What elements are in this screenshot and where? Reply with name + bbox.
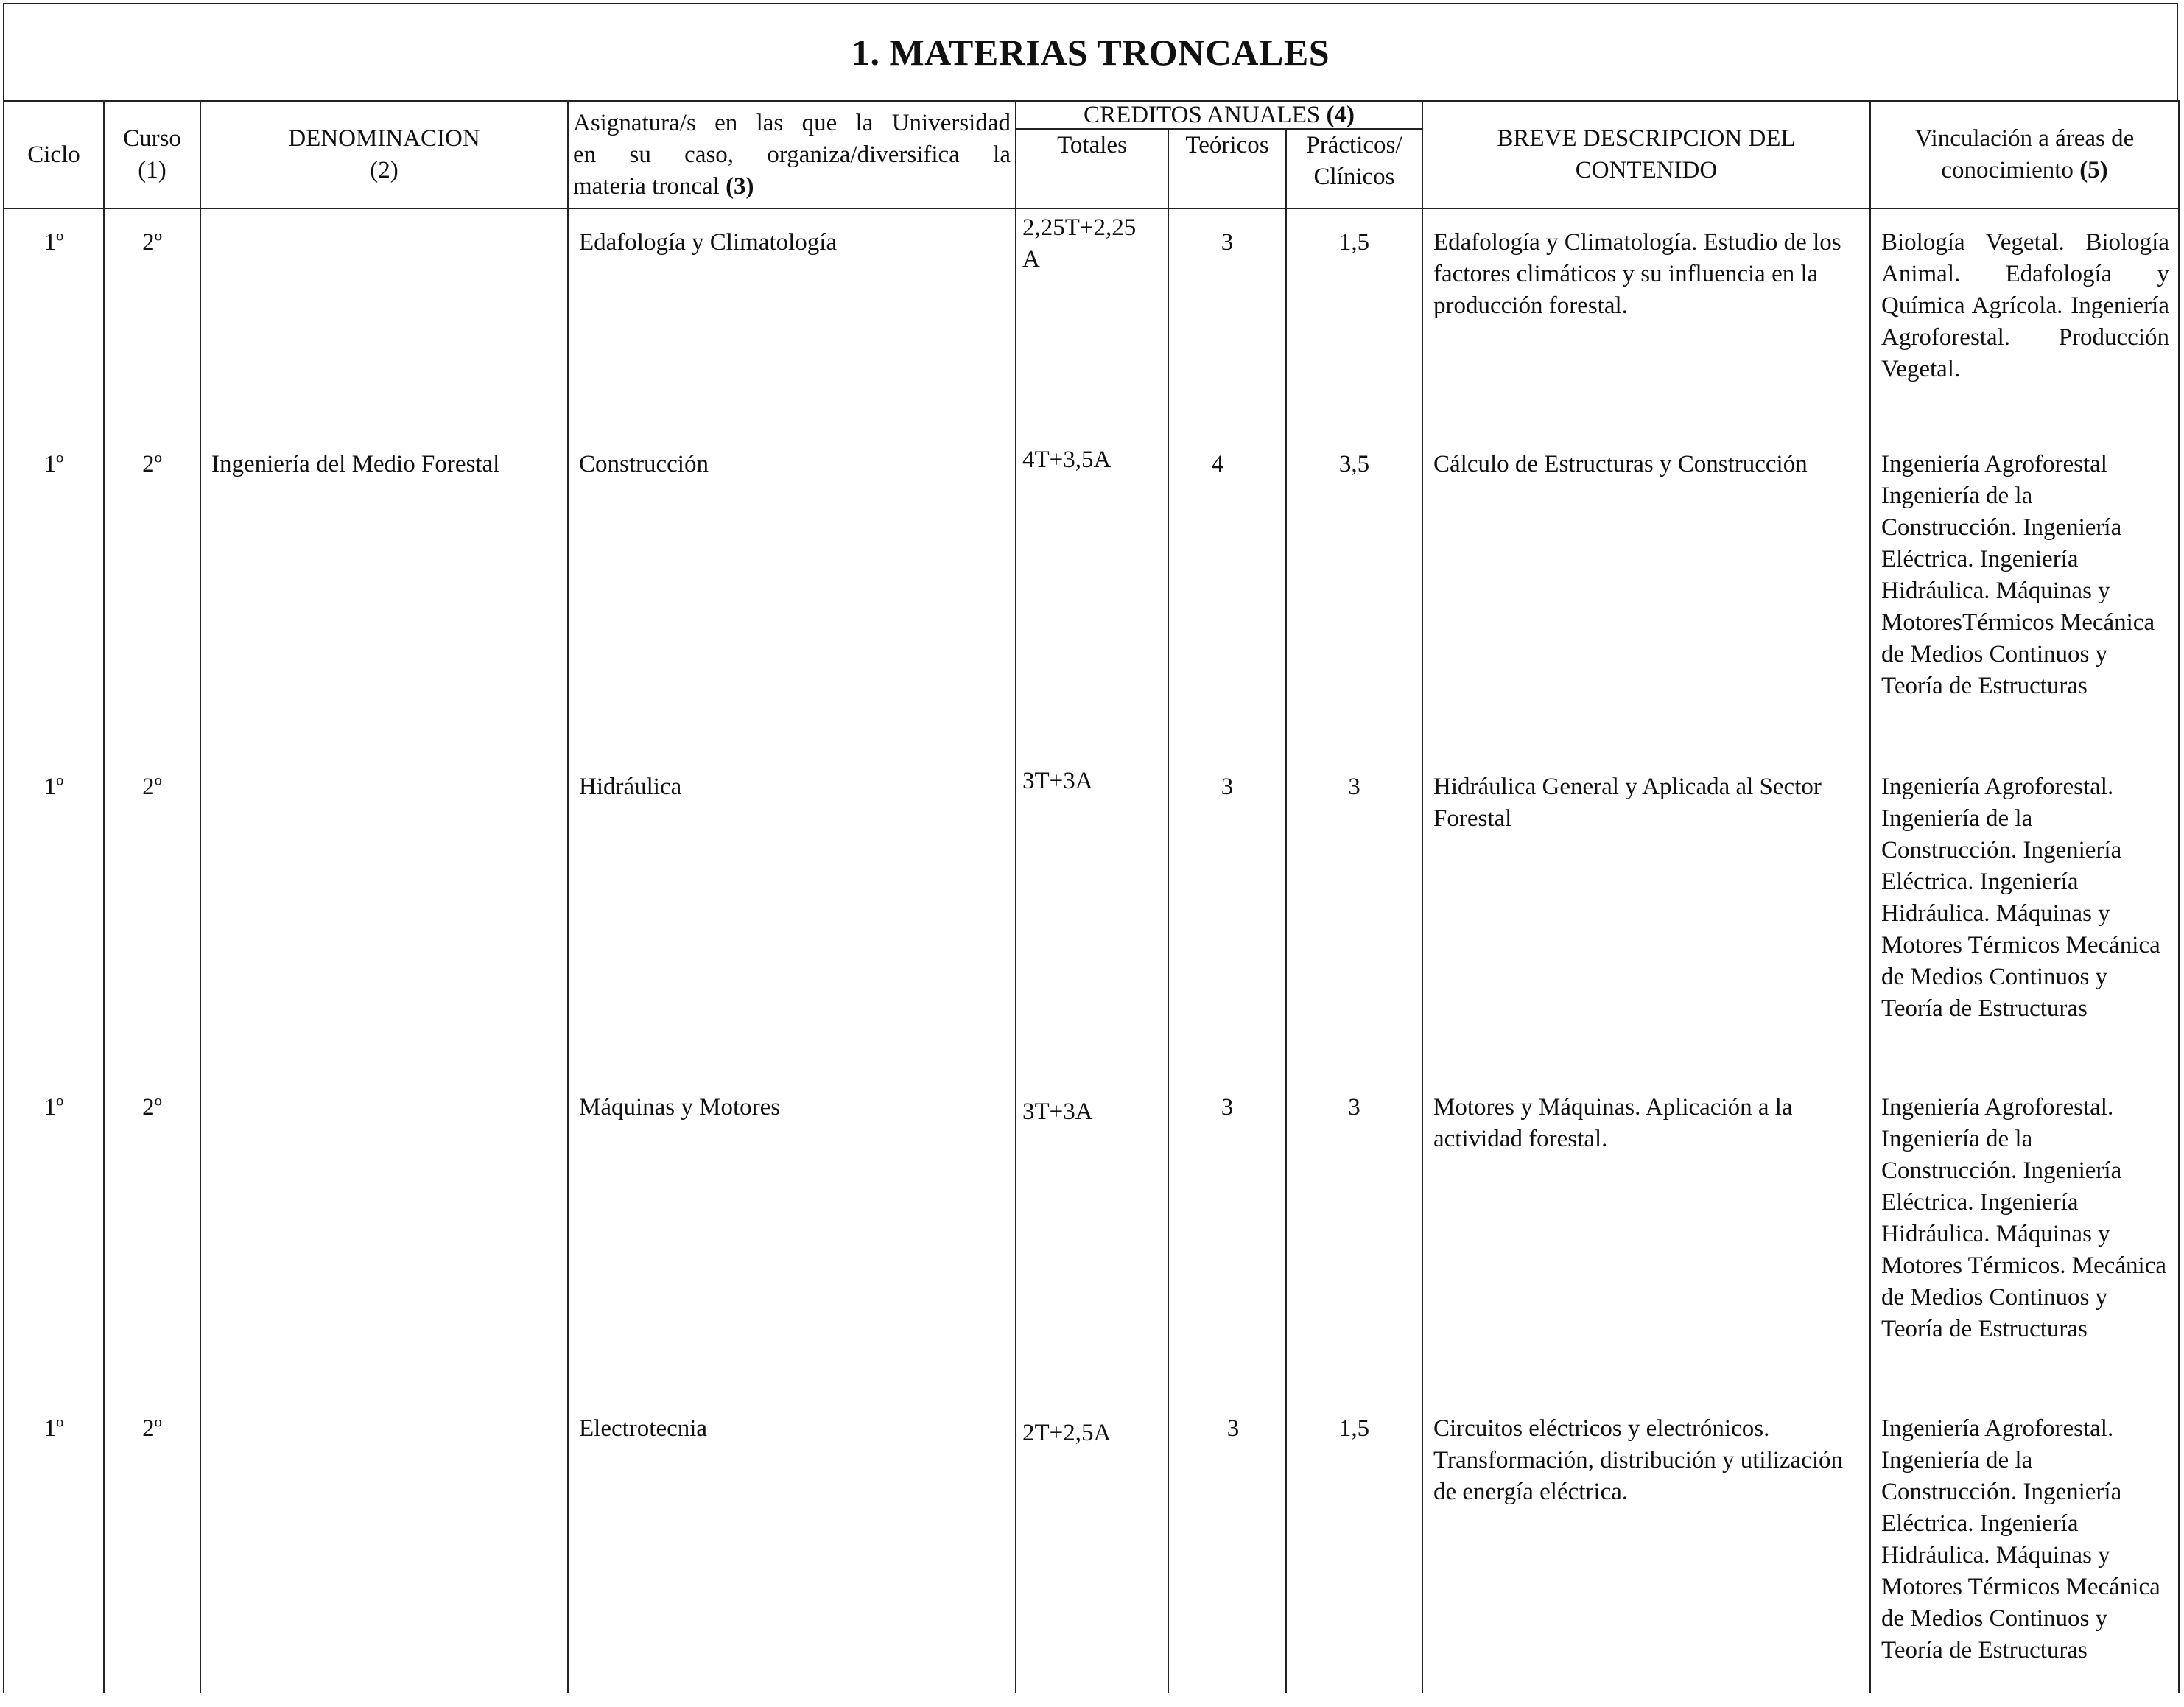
page-title: 1. MATERIAS TRONCALES [851, 32, 1330, 73]
cell-practicos: 1,5 [1286, 208, 1422, 431]
cell-denominacion: Ingeniería del Medio Forestal [200, 431, 568, 754]
header-creditos-label: CREDITOS ANUALES [1084, 102, 1321, 128]
cell-totales: 3T+3A [1016, 1074, 1168, 1395]
header-teoricos [1168, 129, 1286, 208]
cell-curso: 2º [104, 208, 200, 431]
cell-teoricos: 4 [1168, 431, 1286, 754]
header-vinculacion [1870, 101, 2179, 208]
header-vinculacion-note: (5) [2079, 157, 2108, 183]
table-row [4, 208, 2179, 431]
table-row [4, 1395, 2179, 1693]
header-asignatura [568, 101, 1016, 208]
header-curso-note: (1) [138, 157, 166, 183]
header-curso-label: Curso [123, 125, 181, 152]
cell-ciclo: 1º [4, 754, 104, 1074]
cell-practicos: 3 [1286, 1074, 1422, 1395]
header-asignatura-line3-wrap [573, 171, 1011, 203]
cell-practicos: 3,5 [1286, 431, 1422, 754]
header-denominacion [200, 101, 568, 208]
cell-denominacion [200, 208, 568, 431]
cell-totales: 3T+3A [1016, 754, 1168, 1074]
cell-asignatura: Construcción [568, 431, 1016, 754]
header-denominacion-note: (2) [370, 157, 398, 183]
header-descripcion-label: BREVE DESCRIPCION DEL CONTENIDO [1497, 125, 1796, 183]
cell-descripcion: Cálculo de Estructuras y Construcción [1422, 431, 1870, 754]
header-practicos [1286, 129, 1422, 208]
cell-curso: 2º [104, 1395, 200, 1693]
cell-vinculacion: Ingeniería Agroforestal. Ingeniería de la Construcción. Ingeniería Eléctrica. Ingeniería Hidráulica. Máquinas y Motores Térmicos Mecánica de Medios Continuos y Teoría de Estructuras [1870, 1395, 2179, 1693]
cell-descripcion: Circuitos eléctricos y electrónicos. Transformación, distribución y utilización de energía eléctrica. [1422, 1395, 1870, 1693]
cell-vinculacion: Biología Vegetal. Biología Animal. Edafología y Química Agrícola. Ingeniería Agroforestal. Producción Vegetal. [1870, 208, 2179, 431]
table-row [4, 754, 2179, 1074]
cell-practicos: 1,5 [1286, 1395, 1422, 1693]
cell-ciclo: 1º [4, 208, 104, 431]
cell-totales: 4T+3,5A [1016, 431, 1168, 754]
cell-asignatura: Edafología y Climatología [568, 208, 1016, 431]
cell-curso: 2º [104, 431, 200, 754]
cell-descripcion: Hidráulica General y Aplicada al Sector Forestal [1422, 754, 1870, 1074]
cell-practicos: 3 [1286, 754, 1422, 1074]
materias-table [3, 100, 2180, 1693]
header-row-1 [4, 101, 2179, 129]
cell-ciclo: 1º [4, 1074, 104, 1395]
header-creditos [1016, 101, 1422, 129]
header-asignatura-line1: Asignatura/s en las que la Universidad [573, 109, 1011, 136]
cell-teoricos: 3 [1168, 1395, 1286, 1693]
cell-denominacion [200, 1074, 568, 1395]
header-teoricos-label: Teóricos [1185, 132, 1269, 158]
cell-descripcion: Edafología y Climatología. Estudio de los factores climáticos y su influencia en la producción forestal. [1422, 208, 1870, 431]
header-totales-label: Totales [1057, 132, 1127, 158]
table-row [4, 431, 2179, 754]
cell-teoricos: 3 [1168, 1074, 1286, 1395]
cell-denominacion [200, 1395, 568, 1693]
cell-ciclo: 1º [4, 431, 104, 754]
header-curso [104, 101, 200, 208]
header-practicos-label: Prácticos/ Clínicos [1306, 132, 1402, 190]
table-row [4, 1074, 2179, 1395]
cell-teoricos: 3 [1168, 208, 1286, 431]
cell-vinculacion: Ingeniería Agroforestal. Ingeniería de la Construcción. Ingeniería Eléctrica. Ingeniería Hidráulica. Máquinas y Motores Térmicos Mecánica de Medios Continuos y Teoría de Estructuras [1870, 754, 2179, 1074]
cell-curso: 2º [104, 1074, 200, 1395]
header-asignatura-note: (3) [726, 172, 754, 200]
title-box [3, 3, 2178, 102]
header-asignatura-line3: materia troncal [573, 172, 720, 200]
header-vinculacion-label: Vinculación a áreas de conocimiento [1914, 125, 2135, 183]
header-ciclo-label: Ciclo [27, 141, 80, 168]
cell-totales: 2T+2,5A [1016, 1395, 1168, 1693]
cell-curso: 2º [104, 754, 200, 1074]
cell-descripcion: Motores y Máquinas. Aplicación a la actividad forestal. [1422, 1074, 1870, 1395]
cell-asignatura: Electrotecnia [568, 1395, 1016, 1693]
cell-totales: 2,25T+2,25 A [1016, 208, 1168, 431]
cell-vinculacion: Ingeniería Agroforestal Ingeniería de la Construcción. Ingeniería Eléctrica. Ingeniería Hidráulica. Máquinas y MotoresTérmicos Mecánica de Medios Continuos y Teoría de Estructuras [1870, 431, 2179, 754]
header-ciclo [4, 101, 104, 208]
cell-teoricos: 3 [1168, 754, 1286, 1074]
cell-ciclo: 1º [4, 1395, 104, 1693]
cell-asignatura: Máquinas y Motores [568, 1074, 1016, 1395]
header-creditos-note: (4) [1326, 102, 1355, 128]
header-descripcion [1422, 101, 1870, 208]
header-denominacion-label: DENOMINACION [288, 125, 480, 152]
header-asignatura-line2: en su caso, organiza/diversifica la [573, 141, 1011, 168]
cell-denominacion [200, 754, 568, 1074]
cell-asignatura: Hidráulica [568, 754, 1016, 1074]
cell-vinculacion: Ingeniería Agroforestal. Ingeniería de la Construcción. Ingeniería Eléctrica. Ingeniería Hidráulica. Máquinas y Motores Térmicos. Mecánica de Medios Continuos y Teoría de Estructuras [1870, 1074, 2179, 1395]
header-totales [1016, 129, 1168, 208]
